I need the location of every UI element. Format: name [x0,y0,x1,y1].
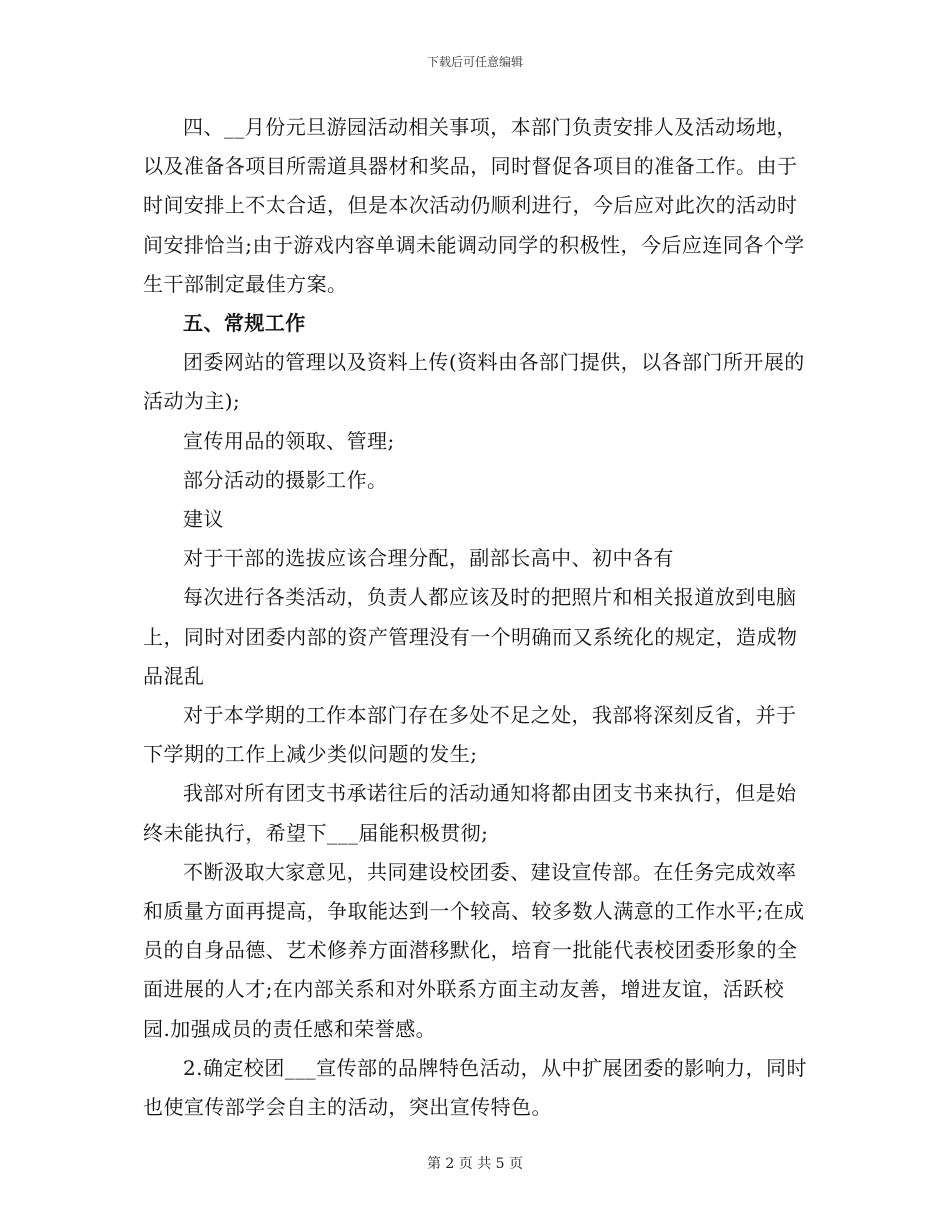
paragraph-improvement-goals: 不断汲取大家意见，共同建设校团委、建设宣传部。在任务完成效率和质量方面再提高，争取能达到一个较高、较多数人满意的工作水平;在成员的自身品德、艺术修养方面潜移默化，培育一批能代表校团委形象的全面进展的人才;在内部关系和对外联系方面主动友善，增进友谊，活跃校园.加强成员的责任感和荣誉感。 [143,859,805,1041]
paragraph-self-reflection: 对于本学期的工作本部门存在多处不足之处，我部将深刻反省，并于下学期的工作上减少类似问题的发生; [143,703,797,767]
page-footer: 第 2 页 共 5 页 [426,1156,524,1172]
paragraph-photography: 部分活动的摄影工作。 [183,467,388,492]
paragraph-new-year-event: 四、__月份元旦游园活动相关事项，本部门负责安排人及活动场地，以及准备各项目所需道具器材和奖品，同时督促各项目的准备工作。由于时间安排上不太合适，但是本次活动仍顺利进行，今后应对此次的活动时间安排恰当;由于游戏内容单调未能调动同学的积极性，今后应连同各个学生干部制定最佳方案。 [143,115,805,296]
paragraph-photo-reporting: 每次进行各类活动，负责人都应该及时的把照片和相关报道放到电脑上，同时对团委内部的资产管理没有一个明确而又系统化的规定，造成物品混乱 [143,585,798,688]
paragraph-cadre-selection: 对于干部的选拔应该合理分配，副部长高中、初中各有 [183,546,674,571]
paragraph-promotional-supplies: 宣传用品的领取、管理; [183,428,395,453]
paragraph-brand-activity: 2.确定校团___宣传部的品牌特色活动，从中扩展团委的影响力，同时也使宣传部学会自主的活动，突出宣传特色。 [143,1055,807,1120]
section-heading-routine-work: 五、常规工作 [183,311,306,336]
document-body [143,108,809,1127]
paragraph-branch-secretary: 我部对所有团支书承诺往后的活动通知将都由团支书来执行，但是始终未能执行，希望下___届能积极贯彻; [143,781,797,845]
paragraph-suggestions-label: 建议 [183,507,224,532]
paragraph-website-management: 团委网站的管理以及资料上传(资料由各部门提供，以各部门所开展的活动为主); [143,350,805,414]
page-header: 下载后可任意编辑 [426,55,523,69]
